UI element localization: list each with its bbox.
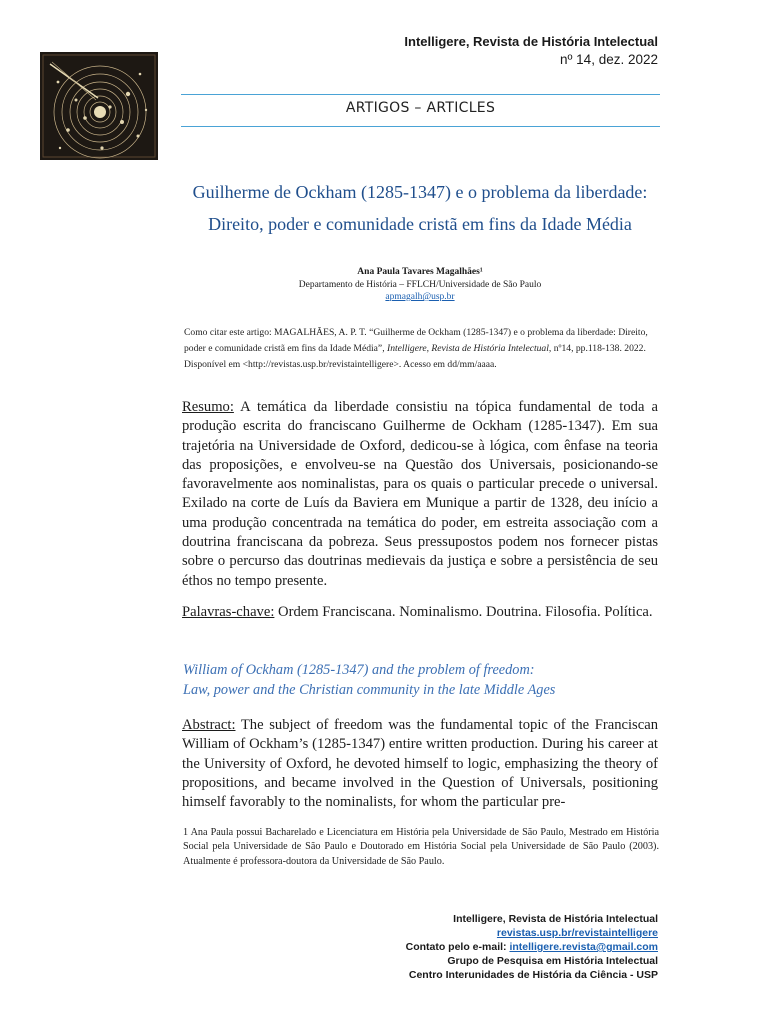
footer-group: Grupo de Pesquisa em História Intelectual: [447, 955, 658, 967]
footnote: 1 Ana Paula possui Bacharelado e Licenciatura em História pela Universidade de São Paulo, Mestrado em História Social pela Universidade de São Paulo e Doutorado em História Social pela Universidade de São Paulo (2003). Atualmente é professora-doutora da Universidade de São Paulo.: [183, 827, 659, 867]
article-title-line-1: Guilherme de Ockham (1285-1347) e o problema da liberdade:: [192, 182, 648, 202]
abstract-pt-label: Resumo:: [182, 399, 234, 415]
english-title: [183, 661, 663, 700]
keywords-label: Palavras-chave:: [182, 604, 275, 620]
article-title-line-2: Direito, poder e comunidade cristã em fins da Idade Média: [208, 214, 632, 234]
footer-contact-label: Contato pelo e-mail:: [405, 941, 507, 953]
keywords: [182, 603, 658, 622]
journal-name: Intelligere, Revista de História Intelectual: [404, 34, 658, 49]
abstract-en: [182, 716, 658, 812]
footer-contact: [406, 940, 658, 954]
issue-number: nº 14, dez. 2022: [559, 52, 658, 67]
footer-journal: Intelligere, Revista de História Intelectual: [453, 913, 658, 925]
section-label: ARTIGOS – ARTICLES: [345, 100, 496, 116]
citation-suffix: , nº14, pp.118-138. 2022. Disponível em <http://revistas.usp.br/revistaintelligere>. Acesso em dd/mm/aaaa.: [184, 343, 646, 370]
journal-logo: [40, 52, 158, 160]
footer-center: Centro Interunidades de História da Ciência - USP: [408, 969, 658, 981]
citation: [184, 325, 660, 373]
abstract-en-label: Abstract:: [182, 717, 236, 733]
footer-site-link[interactable]: [497, 926, 658, 940]
abstract-pt-text: A temática da liberdade consistiu na tópica fundamental de toda a produção escrita do franciscano Guilherme de Ockham (1285-1347). Em sua trajetória na Universidade de Oxford, dedicou-se à lógica, com ênfase na teoria das proposições, e envolveu-se na Questão dos Universais, posicionando-se favoravelmente aos nominalistas, para os quais o particular precede o universal. Exilado na corte de Luís da Baviera em Munique a partir de 1328, deu início a uma produção concentrada na temática do poder, em estreita associação com a doutrina franciscana da pobreza. Seus pressupostos podem nos fornecer pistas sobre o percurso das doutrinas medievais da justiça e sobre a persistência de seu éthos no tempo presente.: [182, 399, 658, 589]
english-title-line-1: William of Ockham (1285-1347) and the problem of freedom:: [183, 662, 535, 678]
author-name: Ana Paula Tavares Magalhães¹: [357, 267, 483, 277]
footer-contact-email[interactable]: intelligere.revista@gmail.com: [509, 941, 658, 953]
footer-site[interactable]: revistas.usp.br/revistaintelligere: [496, 927, 658, 939]
citation-prefix: Como citar este artigo: MAGALHÃES, A. P. T. “Guilherme de Ockham (1285-1347) e o problema da liberdade: Direito, poder e comunidade cristã em fins da Idade Média”,: [184, 327, 648, 354]
abstract-en-text: The subject of freedom was the fundamental topic of the Franciscan William of Ockham’s (1285-1347) entire written production. During his career at the University of Oxford, he devoted himself to logic, emphasizing the theory of propositions, and became involved in the Question of Universals, positioning himself favorably to the nominalists, for whom the particular pre-: [182, 717, 658, 811]
keywords-text: Ordem Franciscana. Nominalismo. Doutrina. Filosofia. Política.: [274, 604, 653, 620]
author-email-link[interactable]: apmagalh@usp.br: [385, 292, 455, 302]
english-title-line-2: Law, power and the Christian community in the late Middle Ages: [183, 681, 556, 698]
cosmic-tapestry-icon: [40, 52, 158, 160]
header-top-rule: [181, 94, 660, 95]
author-block: [180, 266, 660, 303]
citation-journal: Intelligere, Revista de História Intelectual: [387, 343, 549, 354]
abstract-pt: [182, 398, 658, 591]
header-bottom-rule: [181, 126, 660, 127]
author-department: Departamento de História – FFLCH/Universidade de São Paulo: [298, 280, 542, 290]
